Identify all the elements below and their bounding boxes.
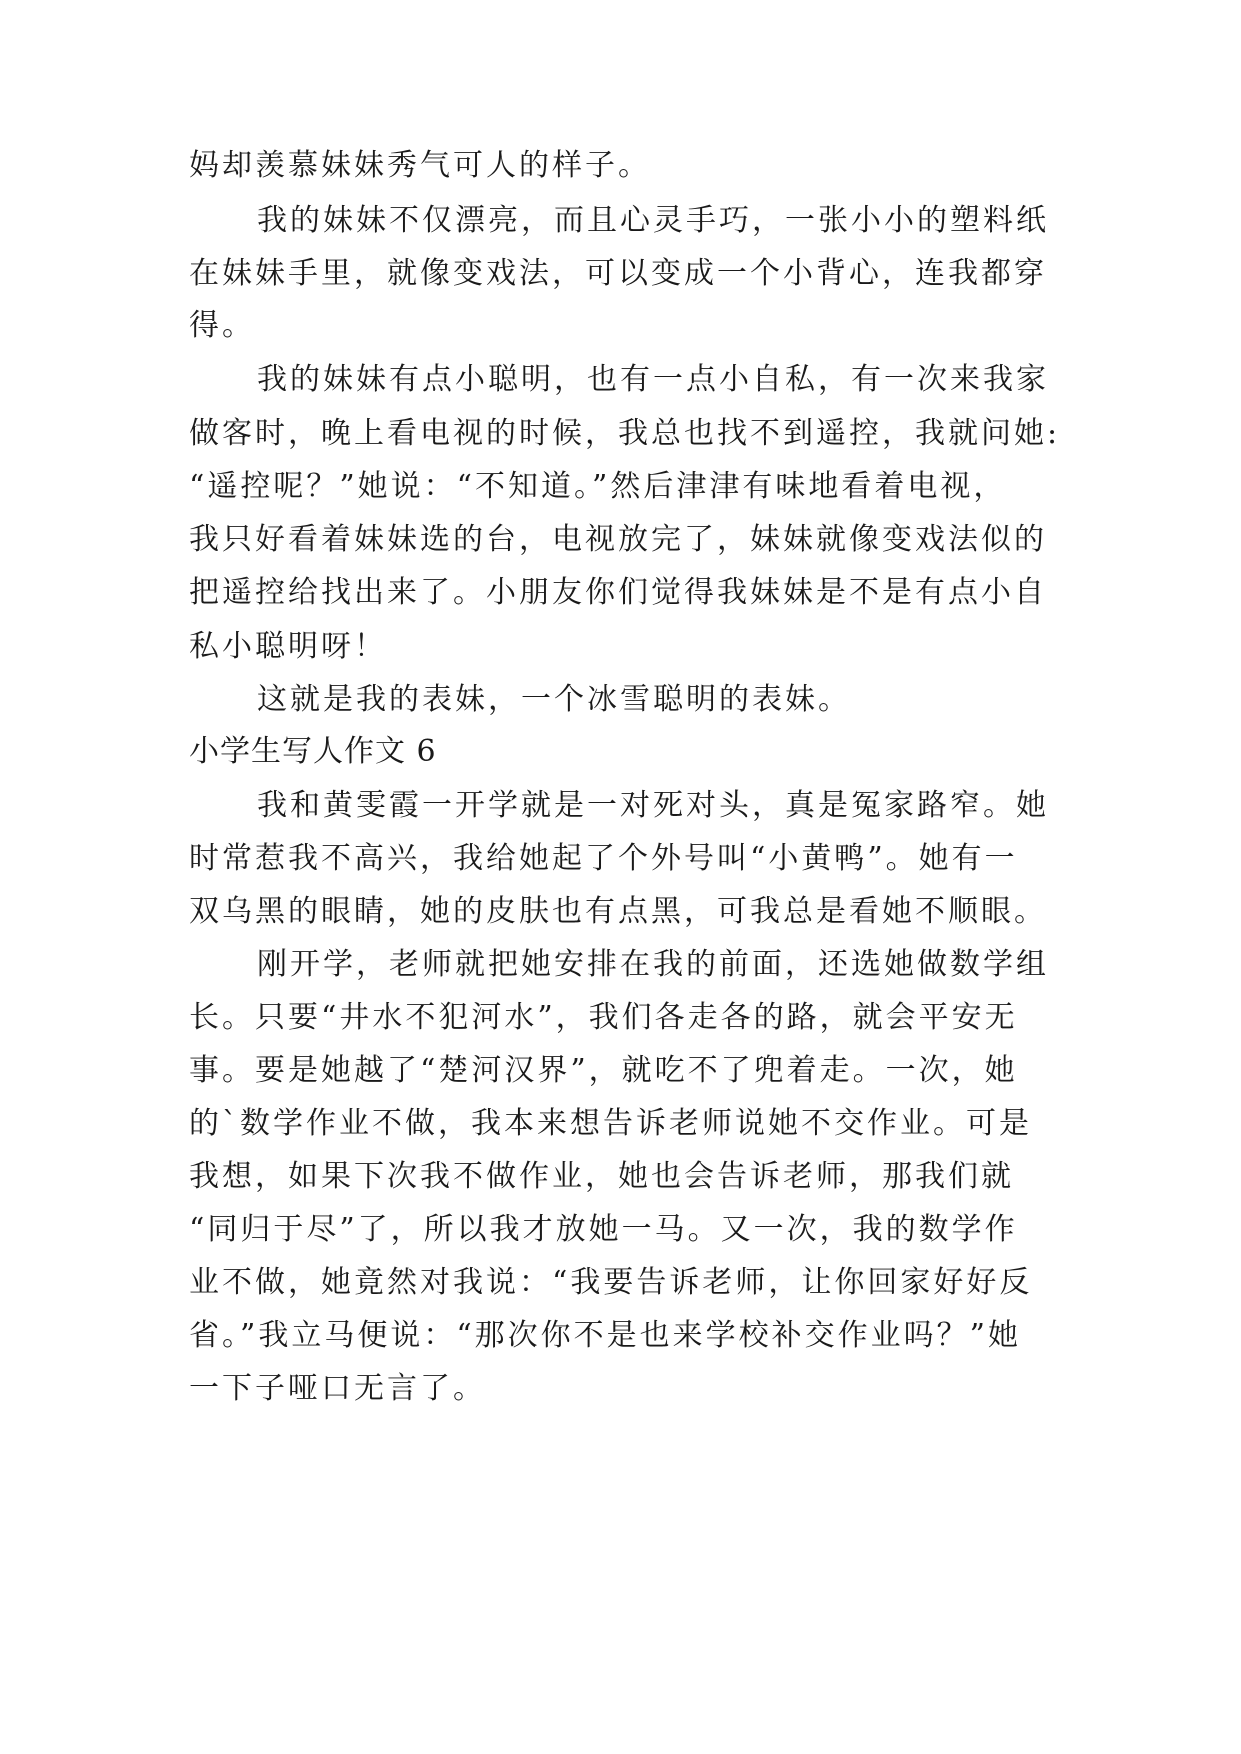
text-line: 我只好看着妹妹选的台，电视放完了，妹妹就像变戏法似的 [189,522,1047,557]
text-line: 事。要是她越了“楚河汉界”，就吃不了兜着走。一次，她 [189,1053,1018,1088]
text-line: 的`数学作业不做，我本来想告诉老师说她不交作业。可是 [189,1106,1032,1141]
text-line: 把遥控给找出来了。小朋友你们觉得我妹妹是不是有点小自 [189,575,1047,610]
text-line: 一下子哑口无言了。 [189,1371,486,1406]
paragraph-start: 我的妹妹不仅漂亮，而且心灵手巧，一张小小的塑料纸 [257,203,1049,238]
text-line: 在妹妹手里，就像变戏法，可以变成一个小背心，连我都穿 [189,256,1047,291]
text-line: 我想，如果下次我不做作业，她也会告诉老师，那我们就 [189,1159,1014,1194]
text-line: “同归于尽”了，所以我才放她一马。又一次，我的数学作 [189,1212,1018,1247]
text-line: 得。 [189,308,255,343]
text-line: 时常惹我不高兴，我给她起了个外号叫“小黄鸭”。她有一 [189,841,1018,876]
paragraph-start: 我和黄雯霞一开学就是一对死对头，真是冤家路窄。她 [257,788,1049,823]
text-line: 省。”我立马便说：“那次你不是也来学校补交作业吗？”她 [189,1318,1022,1353]
text-line: 做客时，晚上看电视的时候，我总也找不到遥控，我就问她: [189,416,1061,451]
paragraph-start: 刚开学，老师就把她安排在我的前面，还选她做数学组 [257,947,1049,982]
text-line: 长。只要“井水不犯河水”，我们各走各的路，就会平安无 [189,1000,1018,1035]
text-line: 妈却羡慕妹妹秀气可人的样子。 [189,148,651,183]
paragraph-start: 我的妹妹有点小聪明，也有一点小自私，有一次来我家 [257,362,1049,397]
text-line: “遥控呢？”她说：“不知道。”然后津津有味地看着电视， [189,469,1007,504]
paragraph-start: 这就是我的表妹，一个冰雪聪明的表妹。 [257,682,851,717]
text-line: 私小聪明呀！ [189,629,387,664]
text-line: 双乌黑的眼睛，她的皮肤也有点黑，可我总是看她不顺眼。 [189,894,1047,929]
section-heading: 小学生写人作文 6 [189,734,437,769]
text-line: 业不做，她竟然对我说：“我要告诉老师，让你回家好好反 [189,1265,1033,1300]
